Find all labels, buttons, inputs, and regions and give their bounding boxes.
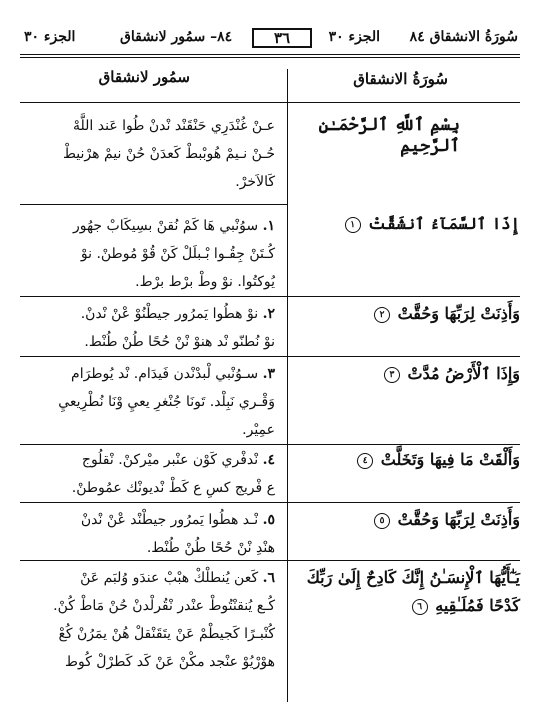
arabic-verse [295, 300, 520, 328]
translation-separator [20, 204, 288, 205]
column-divider [287, 69, 288, 702]
verse-separator [287, 560, 520, 561]
translation-line: عـنْ غُنْدَرِي حَنْقَنْد نْدنْ طُوا عَند اللَّهْ [73, 118, 275, 134]
translation-line: كُنْبـرًا كَجيطْمْ عَنْ يتَقَنْقلْ هُنْ يمَرُنْ كُعْ [58, 626, 275, 642]
verse-separator [287, 444, 520, 445]
column-heading-rule [20, 102, 520, 103]
translation-line: هنْدِ نْنْ حُحًا طُنْ طُنْط. [146, 540, 275, 556]
translation-line: نْدفْري كَوْن عنْبر ميْركنْ. نْقلُوج [81, 452, 259, 468]
arabic-column-heading: سُورَةُ الانشقاق [353, 70, 448, 88]
verse-text: وَأَذِنَتْ لِرَبِّهَا وَحُقَّتْ [397, 510, 520, 529]
item-number: ٥. [262, 512, 275, 528]
translation-separator [20, 444, 288, 445]
arabic-verse [295, 210, 520, 238]
translation-line: سـوُنْبي لْبدْنْدن فَيدَام. نْد يُوطرَام [71, 366, 259, 382]
item-number: ١. [262, 218, 275, 234]
arabic-verse [295, 446, 520, 474]
verse-separator [287, 356, 520, 357]
arabic-verse [295, 506, 520, 534]
item-number: ٢. [262, 306, 275, 322]
header-rule-bottom [20, 57, 520, 58]
verse-number-marker: ٣ [384, 367, 400, 383]
arabic-verse [295, 360, 520, 388]
basmala: بِسْمِ ٱللَّهِ ٱلرَّحْمَـٰنِ ٱلرَّحِيمِ [318, 115, 460, 156]
translation-line: وَقْـري نَبِلْد. تَونَا جُنْغرِ يعيِ وْنَا نُطْرِيعيِ [58, 394, 275, 410]
translation-line: هوْرْيُوْ عنْجد مكْنْ عَنْ كَد كَطرْلْ كُوط [65, 654, 275, 670]
page-number: ٣٦ [252, 28, 312, 48]
juz-label: الجزء ٣٠ [328, 29, 380, 45]
header-title: ٨٤– سمُور لانشقاق [120, 29, 233, 45]
item-number: ٦. [262, 570, 275, 586]
verse-text: وَإِذَا ٱلْأَرْضُ مُدَّتْ [407, 364, 520, 383]
translation-line: كَالاَخرْ. [235, 174, 275, 190]
translation-item [25, 212, 275, 296]
translation-line: حُـنْ نـيمْ هُوبْبطْ كَعدَنْ حُنْ نيمْ هرْنيطْ [63, 146, 275, 162]
surah-label: سُورَةُ الانشقاق ٨٤ [409, 29, 518, 45]
translation-separator [20, 560, 288, 561]
translation-line: ع فْريج كسِ ع كَطْ نْديونْك عمُوطنْ. [71, 480, 275, 496]
verse-separator [287, 502, 520, 503]
translation-column-heading: سمُور لانشقاق [98, 68, 190, 86]
verse-number-marker: ٥ [374, 513, 390, 529]
translation-separator [20, 296, 288, 297]
translation-line: نوْ هطُوا يَمرُور جيطْنُوْ عْنْ نْدنْ. [80, 306, 259, 322]
juz-label-left: الجزء ٣٠ [24, 29, 76, 45]
arabic-verse [295, 564, 520, 620]
translation-item [25, 446, 275, 502]
translation-item [25, 506, 275, 562]
translation-item [25, 564, 275, 676]
translation-line: نوْ نُطنّو نْد هنوْ نْنْ حُحًا طُنْ طُنْط. [84, 334, 275, 350]
verse-separator [287, 296, 520, 297]
page-header [20, 26, 520, 52]
translation-item [25, 360, 275, 444]
translation-line: كُـع يُنقنْتُوطْ عنْدر نْقُرلْدنْ حُنْ مَاطْ كُنْ. [53, 598, 275, 614]
translation-line: سوُنْبي هَا كَمْ نُقنْ بسِيكَابْ جهُور [72, 218, 259, 234]
verse-number-marker: ٦ [412, 599, 428, 615]
verse-text: وَأَذِنَتْ لِرَبِّهَا وَحُقَّتْ [397, 304, 520, 323]
quran-translation-page [20, 20, 520, 704]
translation-line: كَعن يُنطلْكْ هبْبْ عندَو وُلبَم عَنْ [80, 570, 259, 586]
verse-text: وَأَلْقَتْ مَا فِيهَا وَتَخَلَّتْ [380, 450, 520, 469]
verse-text: إِذَا ٱلسَّمَآءُ ٱنشَقَّتْ [368, 214, 520, 233]
item-number: ٤. [262, 452, 275, 468]
translation-separator [20, 356, 288, 357]
item-number: ٣. [262, 366, 275, 382]
verse-number-marker: ٤ [357, 453, 373, 469]
translation-line: نْـد هطُوا يَمرُور جيطْنْد عْنْ نْدنْ [80, 512, 259, 528]
header-rule-top [20, 54, 520, 55]
verse-number-marker: ٢ [374, 307, 390, 323]
translation-separator [20, 502, 288, 503]
verse-number-marker: ١ [345, 217, 361, 233]
translation-line: يُوكتُوا. نوْ وطْ برْط برْط. [135, 274, 275, 290]
translation-line: عمِيْر. [242, 422, 275, 438]
translation-item [25, 300, 275, 356]
translation-line: كُـتَنْ جِقُـوا بْـبلَلْ كَنْ قُوْ مُوطنْ. نوْ [80, 246, 275, 262]
verse-text: يَـٰٓأَيُّهَا ٱلْإِنسَـٰنُ إِنَّكَ كَادِحٌ إِلَىٰ رَبِّكَ [306, 568, 520, 587]
verse-text-continued: كَدْحًا فَمُلَـٰقِيهِ [435, 596, 520, 615]
translation-intro [25, 112, 275, 196]
